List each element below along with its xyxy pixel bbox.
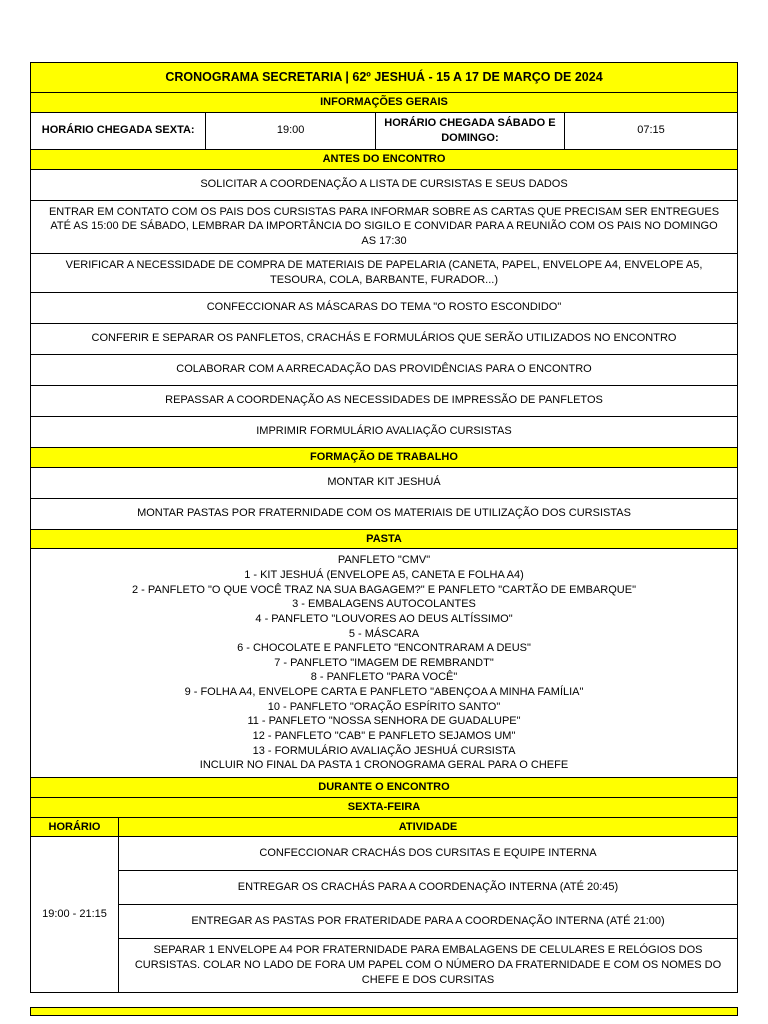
pasta-line: 2 - PANFLETO "O QUE VOCÊ TRAZ NA SUA BAGAGEM?" E PANFLETO "CARTÃO DE EMBARQUE" — [131, 583, 636, 596]
section-header-antes-do-encontro: ANTES DO ENCONTRO — [31, 150, 737, 170]
pasta-line: 13 - FORMULÁRIO AVALIAÇÃO JESHUÁ CURSISTA — [252, 744, 516, 757]
section-header-sexta-feira: SEXTA-FEIRA — [31, 798, 737, 818]
task-row: COLABORAR COM A ARRECADAÇÃO DAS PROVIDÊNCIAS PARA O ENCONTRO — [31, 355, 737, 386]
document-title: CRONOGRAMA SECRETARIA | 62º JESHUÁ - 15 A 17 DE MARÇO DE 2024 — [31, 63, 737, 93]
pasta-line: 1 - KIT JESHUÁ (ENVELOPE A5, CANETA E FOLHA A4) — [244, 569, 524, 582]
task-row: MONTAR PASTAS POR FRATERNIDADE COM OS MATERIAIS DE UTILIZAÇÃO DOS CURSISTAS — [31, 499, 737, 530]
pasta-line: PANFLETO "CMV" — [337, 554, 431, 567]
activity-row: ENTREGAR OS CRACHÁS PARA A COORDENAÇÃO INTERNA (ATÉ 20:45) — [119, 871, 737, 905]
section-header-durante-o-encontro: DURANTE O ENCONTRO — [31, 778, 737, 798]
pasta-line: 4 - PANFLETO "LOUVORES AO DEUS ALTÍSSIMO" — [255, 612, 513, 625]
pasta-line: 8 - PANFLETO "PARA VOCÊ" — [310, 671, 458, 684]
pasta-line: 7 - PANFLETO "IMAGEM DE REMBRANDT" — [274, 656, 494, 669]
cronograma-table — [30, 62, 738, 993]
label-horario-chegada-sabado-domingo: HORÁRIO CHEGADA SÁBADO E DOMINGO: — [375, 113, 564, 149]
pasta-line: 5 - MÁSCARA — [348, 627, 420, 640]
task-row: IMPRIMIR FORMULÁRIO AVALIAÇÃO CURSISTAS — [31, 417, 737, 448]
activity-row: CONFECCIONAR CRACHÁS DOS CURSITAS E EQUIPE INTERNA — [119, 837, 737, 871]
schedule-block — [31, 837, 737, 992]
value-horario-chegada-sabado-domingo: 07:15 — [564, 113, 737, 149]
task-row: ENTRAR EM CONTATO COM OS PAIS DOS CURSISTAS PARA INFORMAR SOBRE AS CARTAS QUE PRECISAM SER ENTREGUES ATÉ AS 15:00 DE SÁBADO, LEMBRAR DA IMPORTÂNCIA DO SIGILO E CONVIDAR PARA A REUNIÃO COM OS PAIS NO DOMINGO AS 17:30 — [31, 201, 737, 255]
pasta-contents — [31, 549, 737, 777]
time-cell: 19:00 - 21:15 — [31, 837, 119, 992]
pasta-line: 10 - PANFLETO "ORAÇÃO ESPÍRITO SANTO" — [267, 700, 501, 713]
activity-row: ENTREGAR AS PASTAS POR FRATERIDADE PARA A COORDENAÇÃO INTERNA (ATÉ 21:00) — [119, 905, 737, 939]
value-horario-chegada-sexta: 19:00 — [205, 113, 374, 149]
info-row — [31, 113, 737, 150]
section-header-informacoes-gerais: INFORMAÇÕES GERAIS — [31, 93, 737, 113]
label-horario-chegada-sexta: HORÁRIO CHEGADA SEXTA: — [41, 124, 195, 137]
task-row: MONTAR KIT JESHUÁ — [31, 468, 737, 499]
section-header-pasta: PASTA — [31, 530, 737, 550]
column-header-atividade: ATIVIDADE — [398, 820, 458, 833]
task-row: CONFERIR E SEPARAR OS PANFLETOS, CRACHÁS E FORMULÁRIOS QUE SERÃO UTILIZADOS NO ENCONTRO — [31, 324, 737, 355]
task-row: CONFECCIONAR AS MÁSCARAS DO TEMA "O ROSTO ESCONDIDO" — [31, 293, 737, 324]
pasta-line: 11 - PANFLETO "NOSSA SENHORA DE GUADALUPE" — [247, 715, 521, 728]
section-header-formacao-de-trabalho: FORMAÇÃO DE TRABALHO — [31, 448, 737, 468]
activities-list — [119, 837, 737, 992]
task-row: VERIFICAR A NECESSIDADE DE COMPRA DE MATERIAIS DE PAPELARIA (CANETA, PAPEL, ENVELOPE A4, ENVELOPE A5, TESOURA, COLA, BARBANTE, FURADOR...) — [31, 254, 737, 293]
next-section-header-partial — [30, 1007, 738, 1016]
column-header-horario: HORÁRIO — [31, 818, 119, 837]
pasta-line: 12 - PANFLETO "CAB" E PANFLETO SEJAMOS UM" — [252, 729, 516, 742]
pasta-line: 9 - FOLHA A4, ENVELOPE CARTA E PANFLETO "ABENÇOA A MINHA FAMÍLIA" — [184, 686, 584, 699]
task-row: SOLICITAR A COORDENAÇÃO A LISTA DE CURSISTAS E SEUS DADOS — [31, 170, 737, 201]
pasta-line: 6 - CHOCOLATE E PANFLETO "ENCONTRARAM A DEUS" — [237, 642, 531, 655]
pasta-line: 3 - EMBALAGENS AUTOCOLANTES — [292, 598, 476, 611]
schedule-column-headers — [31, 818, 737, 838]
task-row: REPASSAR A COORDENAÇÃO AS NECESSIDADES DE IMPRESSÃO DE PANFLETOS — [31, 386, 737, 417]
pasta-line: INCLUIR NO FINAL DA PASTA 1 CRONOGRAMA GERAL PARA O CHEFE — [199, 759, 569, 772]
activity-row: SEPARAR 1 ENVELOPE A4 POR FRATERNIDADE PARA EMBALAGENS DE CELULARES E RELÓGIOS DOS CURSISTAS. COLAR NO LADO DE FORA UM PAPEL COM O NÚMERO DA FRATERNIDADE E COM OS NOMES DO CHEFE E DOS CURSITAS — [134, 944, 722, 987]
